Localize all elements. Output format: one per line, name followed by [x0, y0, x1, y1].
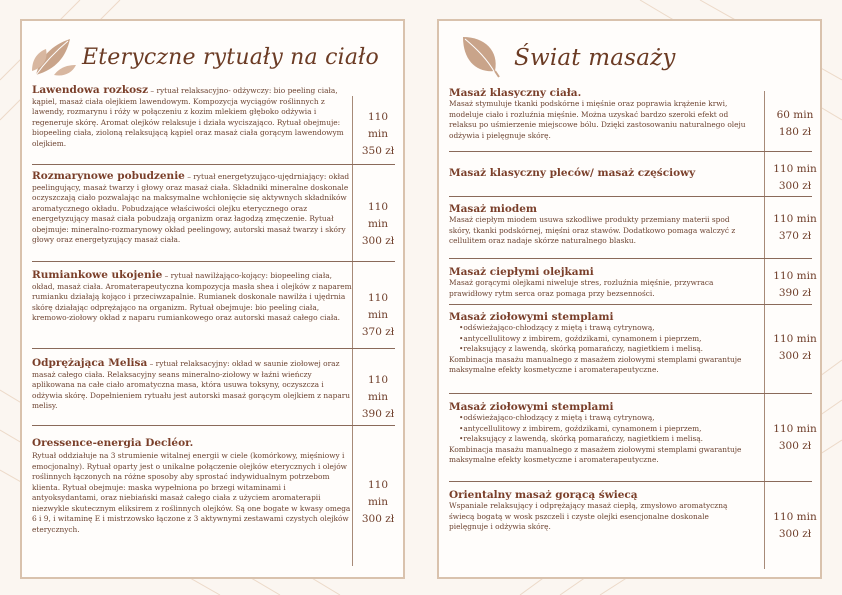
item-price-block: [358, 290, 398, 341]
list-item: • relaksujący z lawendą, skórką pomarańczy, nagietkiem i melisą.: [459, 344, 749, 355]
list-item: • relaksujący z lawendą, skórką pomarańczy, nagietkiem i melisą.: [459, 434, 749, 445]
item-price-block: [358, 372, 398, 423]
item-description: Kombinacja masażu manualnego z masażem ziołowymi stemplami gwarantuje maksymalne efekty kosmetyczne i aromaterapeutyczne.: [449, 354, 742, 374]
item-description: Rumiankowe ukojenie – rytuał nawilżająco-kojący: biopeeling ciała, okład, masaż ciała. Aromaterapeutyczna kompozycja masła shea i olejków z naparem rumianku działają kojąco i przeciwzapalnie. Rumianek doskonale nawilża i ujędrnia skórę działając odprężająco na organizm. Rytuał obejmuje: bio peeling ciała, kremowo-ziołowy okład z naparu rumiankowego oraz autorski masaż całego ciała.: [32, 269, 352, 322]
item-time: 110 min: [773, 270, 817, 282]
item-text: [32, 171, 352, 246]
item-price-block: [771, 509, 819, 543]
right-title: Świat masaży: [514, 45, 676, 71]
left-header: [22, 31, 403, 89]
item-price-block: [771, 107, 819, 141]
item-price-block: [771, 331, 819, 365]
item-price-block: [771, 268, 819, 302]
item-price: 300 zł: [778, 528, 812, 540]
item-time: 60 min: [776, 109, 814, 121]
item-price: 390 zł: [778, 287, 812, 299]
item-time: 110 min: [367, 292, 389, 321]
item-text: [449, 489, 749, 533]
item-name: Masaż ziołowymi stemplami: [449, 311, 614, 323]
item-separator: [449, 258, 812, 259]
item-text: [449, 167, 749, 179]
item-text: [449, 401, 749, 466]
item-price: 370 zł: [361, 326, 395, 338]
list-item: • odświeżająco-chłodzący z miętą i trawą cytrynową,: [459, 413, 749, 424]
item-price-block: [358, 199, 398, 250]
item-time: 110 min: [773, 511, 817, 523]
left-column-divider: [352, 96, 353, 566]
leaf-icon: [455, 31, 503, 79]
list-item: • antycellulitowy z imbirem, goździkami, cynamonem i pieprzem,: [459, 424, 749, 435]
item-name: Masaż klasyczny ciała.: [449, 87, 582, 99]
item-price: 390 zł: [361, 408, 395, 420]
item-separator: [32, 261, 395, 262]
item-price-block: [358, 109, 398, 160]
item-price: 370 zł: [778, 230, 812, 242]
item-name: Oressence-energia Decléor.: [32, 437, 194, 449]
right-menu-panel: [437, 19, 822, 579]
item-price: 300 zł: [778, 440, 812, 452]
item-description: Masaż stymuluje tkanki podskórne i mięśnie oraz poprawia krążenie krwi, modeluje ciało i rozluźnia mięśnie. Można uzyskać bardzo szeroki efekt od relaksu po uśmierzenie miejscowe bólu. Dzięki zastosowaniu naturalnego oleju odżywia i pielęgnuje skórę.: [449, 99, 746, 140]
item-separator: [449, 151, 812, 152]
item-time: 110 min: [773, 333, 817, 345]
item-name: Masaż miodem: [449, 203, 537, 215]
item-name: Lawendowa rozkosz: [32, 84, 149, 96]
item-text: [449, 311, 749, 376]
item-price-block: [771, 211, 819, 245]
left-title: Eteryczne rytuały na ciało: [82, 45, 379, 70]
item-name: Masaż ziołowymi stemplami: [449, 401, 614, 413]
item-separator: [449, 393, 812, 394]
item-name: Rumiankowe ukojenie: [32, 269, 163, 281]
item-bullet-list: [449, 323, 749, 355]
item-text: [32, 85, 352, 149]
item-time: 110 min: [773, 423, 817, 435]
right-header: [439, 31, 820, 89]
item-separator: [32, 425, 395, 426]
item-time: 110 min: [773, 213, 817, 225]
item-text: [32, 437, 352, 535]
item-price: 350 zł: [361, 145, 395, 157]
item-text: [32, 270, 352, 324]
item-description: Rozmarynowe pobudzenie – rytuał energetyzująco-ujędrniający: okład peelingujący, masaż twarzy i głowy oraz masaż ciała. Składniki mineralne doskonale oczyszczają ciało pozwalając na maksymalne wchłonięcie się aktywnych składników aromatycznego okładu. Pobudzające właściwości olejku eterycznego oraz energetyzujący masaż ciała pobudzają organizm oraz łagodzą zmęczenie. Rytuał obejmuje: mineralno-rozmarynowy okład peelingowy, autorski masaż twarzy i skóry głowy oraz energetyzujący masaż ciała.: [32, 170, 350, 244]
item-description: Wspaniale relaksujący i odprężający masaż ciepłą, zmysłowo aromatyczną świecą bogatą w wosk pszczeli i czyste olejki esencjonalne doskonale pielęgnuje i odżywia skórę.: [449, 501, 728, 531]
item-price-block: [358, 477, 398, 528]
item-price: 300 zł: [361, 513, 395, 525]
list-item: • antycellulitowy z imbirem, goździkami, cynamonem i pieprzem,: [459, 334, 749, 345]
item-description: Kombinacja masażu manualnego z masażem ziołowymi stemplami gwarantuje maksymalne efekty kosmetyczne i aromaterapeutyczne.: [449, 444, 742, 464]
item-price: 300 zł: [778, 350, 812, 362]
item-description: Masaż ciepłym miodem usuwa szkodliwe produkty przemiany materii spod skóry, tkanki podskórnej, mięśni oraz stawów. Dodatkowo pomaga walczyć z cellulitem oraz nadaje skórze naturalnego blasku.: [449, 215, 736, 245]
item-name: Rozmarynowe pobudzenie: [32, 170, 185, 182]
item-text: [449, 87, 749, 141]
item-text: [449, 203, 749, 247]
right-column-divider: [764, 91, 765, 569]
item-separator: [449, 304, 812, 305]
item-separator: [32, 164, 395, 165]
item-name: Masaż klasyczny pleców/ masaż częściowy: [449, 167, 696, 179]
item-description: Lawendowa rozkosz – rytuał relaksacyjno- odżywczy: bio peeling ciała, kąpiel, masaż ciała olejkiem lawendowym. Kompozycja wyciągów roślinnych z lawendy, rozmarynu i róży w połączeniu z kozim mlekiem głęboko odżywia i regeneruje skórę. Aromat olejków relaksuje i działa wyciszająco. Rytuał obejmuje: biopeeling ciała, zioloną relaksującą kąpiel oraz masaż ciała gorącym lawendowym olejkiem.: [32, 84, 344, 148]
item-time: 110 min: [367, 374, 389, 403]
item-bullet-list: [449, 413, 749, 445]
leaves-icon: [30, 31, 78, 79]
item-time: 110 min: [367, 111, 389, 140]
item-time: 110 min: [367, 201, 389, 230]
item-separator: [449, 196, 812, 197]
item-time: 110 min: [773, 163, 817, 175]
item-separator: [449, 481, 812, 482]
item-description: Rytuał oddziałuje na 3 strumienie witalnej energii w ciele (komórkowy, mięśniowy i emocjonalny). Rytuał oparty jest o unikalne połączenie olejków eterycznych i olejów roślinnych łączonych na różne sposoby aby sprostać indywidualnym potrzebom klienta. Rytuał obejmuje: maska wypełniona po brzegi witaminami i antyoksydantami, oraz niebiański masaż całego ciała z użyciem aromaterapii niezwykle skutecznym eliksirem z roślinnych olejków. Są one bogate w kwasy omega 6 i 9, i witaminę E i mistrzowsko łączone z 3 aktywnymi zestawami czystych olejków eterycznych.: [32, 451, 351, 534]
item-text: [32, 358, 352, 412]
list-item: • odświeżająco-chłodzący z miętą i trawą cytrynową,: [459, 323, 749, 334]
item-price: 180 zł: [778, 126, 812, 138]
item-price-block: [771, 421, 819, 455]
item-name: Orientalny masaż gorącą świecą: [449, 489, 638, 501]
item-price-block: [771, 161, 819, 195]
item-text: [449, 266, 749, 299]
item-description: Odprężająca Melisa – rytuał relaksacyjny: okład w saunie ziołowej oraz masaż całego ciała. Relaksacyjny seans mineralno-ziołowy w łaźni wieńczy aplikowana na całe ciało aromatyczna masa, która usuwa toksyny, oczyszcza i odżywia skórę. Dopełnieniem rytuału jest autorski masaż gorącym olejkiem z naparu melisy.: [32, 357, 351, 410]
item-name: Odprężająca Melisa: [32, 357, 148, 369]
item-name: Masaż ciepłymi olejkami: [449, 266, 594, 278]
left-menu-panel: [20, 19, 405, 579]
item-separator: [32, 348, 395, 349]
item-description: Masaż gorącymi olejkami niweluje stres, rozluźnia mięśnie, przywraca prawidłowy rytm serca oraz pomaga przy bezsenności.: [449, 278, 714, 298]
item-price: 300 zł: [361, 235, 395, 247]
item-price: 300 zł: [778, 180, 812, 192]
item-time: 110 min: [367, 479, 389, 508]
